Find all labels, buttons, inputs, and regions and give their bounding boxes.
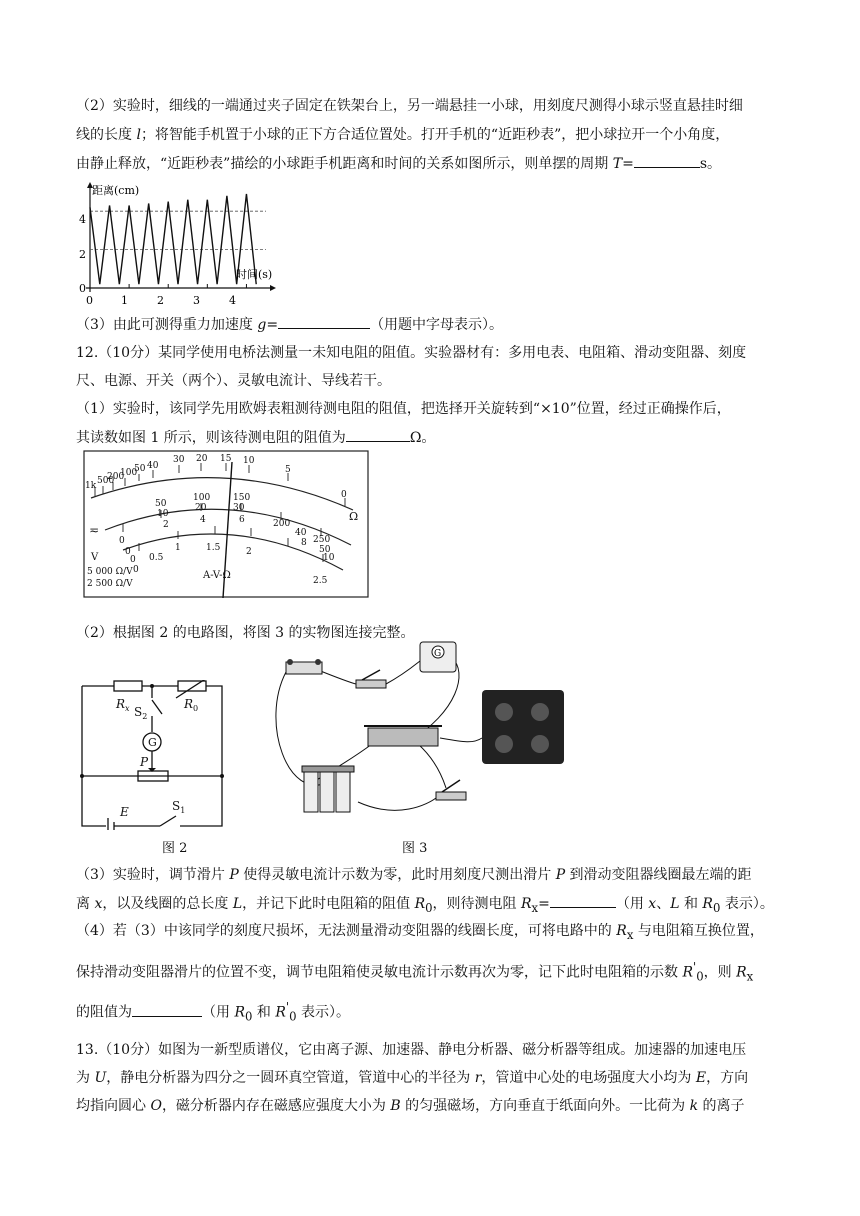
ohm-tick-500: 500 (97, 476, 115, 486)
dc-a-200: 200 (273, 519, 291, 529)
graph-xtick-3: 3 (193, 294, 200, 306)
s2-label: S (134, 705, 143, 719)
q12-p3-line1: （3）实验时，调节滑片 P 使得灵敏电流计示数为零，此时用刻度尺测出滑片 P 到滑动变阻器线圈最左端的距 (76, 867, 752, 883)
s1-sub: 1 (180, 806, 186, 815)
dc-b-20: 20 (195, 503, 207, 513)
ohm-tick-200: 200 (107, 472, 125, 482)
q12-p1-line2: 其读数如图 1 所示，则该待测电阻的阻值为 Ω。 (76, 427, 435, 448)
graph-x-arrow (270, 285, 276, 291)
ohm-tick-20: 20 (196, 454, 208, 464)
q11-p2-line3: 由静止释放，“近距秒表”描绘的小球距手机距离和时间的关系如图所示，则单摆的周期 T= s。 (76, 153, 721, 174)
dc-b-50: 50 (319, 545, 331, 555)
ohm-tick-50: 50 (134, 464, 146, 474)
s2-sub: 2 (142, 712, 148, 721)
circuit-diagram (76, 680, 246, 830)
q13-line3: 均指向圆心 O，磁分析器内存在磁感应强度大小为 B 的匀强磁场，方向垂直于纸面向外。一比荷为 k 的离子 (76, 1098, 745, 1114)
ohm-tick-10: 10 (243, 456, 255, 466)
resistor-r0 (178, 681, 206, 691)
ac-2: 2 (246, 547, 252, 557)
distance-time-graph (74, 180, 284, 306)
ohm-tick-40: 40 (147, 461, 159, 471)
q12-p4-line1: （4）若（3）中该同学的刻度尺损坏，无法测量滑动变阻器的线圈长度，可将电路中的 $R_x$ 与电阻箱互换位置， (76, 923, 764, 942)
ac-0.5: 0.5 (149, 553, 164, 563)
resistance-box (482, 690, 564, 764)
ohm-tick-30: 30 (173, 455, 185, 465)
svg-text:S1 (172, 799, 185, 815)
dc-a-100: 100 (193, 493, 211, 503)
graph-ylabel: 距离(cm) (92, 184, 140, 197)
rx-label: R (116, 697, 126, 711)
graph-xtick-2: 2 (157, 294, 164, 306)
ohm-tick-0: 0 (341, 490, 347, 500)
graph-ytick-4: 4 (79, 213, 86, 226)
ohm-tick-5: 5 (285, 465, 291, 475)
dc-c-6: 6 (239, 515, 245, 525)
ac-0: 0 (133, 565, 139, 575)
graph-ytick-2: 2 (79, 248, 86, 261)
s1-label: S (172, 799, 181, 813)
svg-text:R0 (183, 697, 198, 713)
graph-xtick-1: 1 (121, 294, 128, 306)
answer-blank-ohm[interactable] (346, 427, 410, 442)
q12-head2: 尺、电源、开关（两个）、灵敏电流计、导线若干。 (76, 373, 391, 389)
ac-1.5: 1.5 (206, 543, 221, 553)
dc-a-150: 150 (233, 493, 251, 503)
fig3-caption: 图 3 (402, 841, 428, 856)
photo-g-label: G (434, 649, 442, 659)
q11-p2-line2: 线的长度 l；将智能手机置于小球的正下方合适位置处。打开手机的“近距秒表”，把小球拉开一个小角度， (76, 127, 730, 143)
spec-2500: 2 500 Ω/V (87, 579, 133, 589)
meter-model: A-V-Ω (203, 570, 231, 581)
ohm-tick-15: 15 (220, 454, 232, 464)
spec-5000: 5 000 Ω/V (87, 567, 133, 577)
q11-p3: （3）由此可测得重力加速度 g= （用题中字母表示）。 (76, 314, 503, 335)
g-label: G (148, 736, 157, 749)
e-label: E (120, 805, 129, 819)
dc-c-0: 0 (130, 555, 136, 565)
multimeter-dial (83, 450, 369, 598)
svg-text:S2 (134, 705, 147, 721)
q12-head: 12.（10分）某同学使用电桥法测量一未知电阻的阻值。实验器材有：多用电表、电阻箱、滑动变阻器、刻度 (76, 345, 747, 361)
graph-xlabel: 时间(s) (236, 268, 273, 281)
q12-p4-line2: 保持滑动变阻器滑片的位置不变，调节电阻箱使灵敏电流计示数再次为零，记下此时电阻箱的示数 $R'_0$，则 $R_x$ (76, 960, 754, 984)
q12-p1-line1: （1）实验时，该同学先用欧姆表粗测待测电阻的阻值，把选择开关旋转到“×10”位置，经过正确操作后， (76, 401, 731, 417)
ohm-tick-100: 100 (120, 468, 138, 478)
q12-p3-line2: 离 x，以及线圈的总长度 L，并记下此时电阻箱的阻值 $R_0$，则待测电阻 $R_x=$ （用 x、L 和 $R_0$ 表示）。 (76, 893, 774, 918)
graph-xtick-0: 0 (86, 294, 93, 306)
dc-b-40: 40 (295, 528, 307, 538)
fig2-caption: 图 2 (162, 841, 188, 856)
ac-1: 1 (175, 543, 181, 553)
dc-b-30: 30 (233, 503, 245, 513)
dc-a-250: 250 (313, 535, 331, 545)
apparatus-photo (268, 632, 564, 832)
ohm-tick-1k: 1k (85, 481, 97, 491)
graph-series-line (90, 194, 256, 284)
answer-blank-period[interactable] (634, 153, 700, 168)
q13-line1: 13.（10分）如图为一新型质谱仪，它由离子源、加速器、静电分析器、磁分析器等组成。加速器的加速电压 (76, 1042, 747, 1058)
ac-2.5: 2.5 (313, 576, 328, 586)
answer-blank-rx[interactable] (550, 893, 616, 908)
dc-c-4: 4 (200, 515, 206, 525)
r0-sub: 0 (193, 704, 199, 713)
dc-c-8: 8 (301, 538, 307, 548)
rx-sub: x (125, 704, 130, 713)
p-label: P (140, 755, 149, 769)
rheostat-device (368, 728, 438, 746)
dc-b-10: 10 (157, 509, 169, 519)
graph-xtick-4: 4 (229, 294, 236, 306)
switch-2 (436, 792, 466, 800)
dc-c-2: 2 (163, 520, 169, 530)
ohm-symbol: Ω (349, 510, 359, 523)
q12-p4-line3: 的阻值为 （用 $R_0$ 和 $R'_0$ 表示）。 (76, 1000, 350, 1024)
q13-line2: 为 U，静电分析器为四分之一圆环真空管道，管道中心的半径为 r，管道中心处的电场强度大小均为 E，方向 (76, 1070, 749, 1086)
answer-blank-g[interactable] (278, 314, 370, 329)
svg-text:Rx (115, 697, 130, 713)
dc-c-10: 10 (323, 553, 335, 563)
switch-1 (356, 680, 386, 688)
q12-p2: （2）根据图 2 的电路图，将图 3 的实物图连接完整。 (76, 625, 415, 641)
dc-a-50: 50 (155, 499, 167, 509)
r0-label: R (184, 697, 194, 711)
dc-b-0: 0 (125, 547, 131, 557)
dc-a-0: 0 (119, 536, 125, 546)
q11-p2-line1: （2）实验时，细线的一端通过夹子固定在铁架台上，另一端悬挂一小球，用刻度尺测得小球示竖直悬挂时细 (76, 98, 743, 114)
answer-blank-rx-2[interactable] (132, 1002, 202, 1017)
resistor-rx (114, 681, 142, 691)
eq-symbol: ≂ (89, 523, 100, 537)
graph-ytick-0: 0 (79, 282, 86, 295)
battery-pack (302, 766, 354, 812)
v-symbol: V (91, 552, 99, 563)
